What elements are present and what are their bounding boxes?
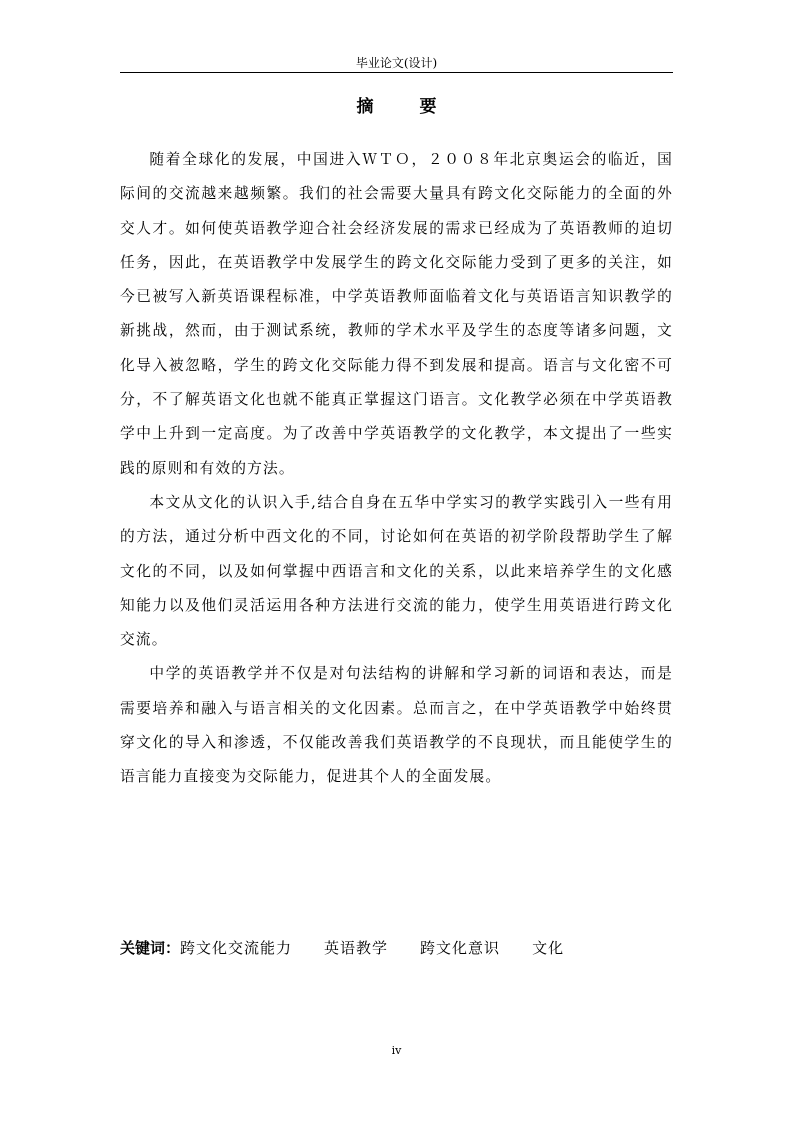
abstract-body <box>120 143 673 795</box>
keyword-term: 文化 <box>532 939 565 957</box>
header-divider <box>120 72 673 73</box>
keyword-term: 英语教学 <box>324 939 389 957</box>
abstract-title: 摘 要 <box>356 97 457 117</box>
keywords-line <box>120 936 564 960</box>
running-header: 毕业论文(设计) <box>355 56 438 70</box>
abstract-paragraph-1: 随着全球化的发展，中国进入ＷＴＯ，２００８年北京奥运会的临近，国际间的交流越来越频繁。我们的社会需要大量具有跨文化交际能力的全面的外交人才。如何使英语教学迎合社会经济发展的需求已经成为了英语教师的迫切任务，因此，在英语教学中发展学生的跨文化交际能力受到了更多的关注，如今已被写入新英语课程标准，中学英语教师面临着文化与英语语言知识教学的新挑战，然而，由于测试系统，教师的学术水平及学生的态度等诸多问题，文化导入被忽略，学生的跨文化交际能力得不到发展和提高。语言与文化密不可分，不了解英语文化也就不能真正掌握这门语言。文化教学必须在中学英语教学中上升到一定高度。为了改善中学英语教学的文化教学，本文提出了一些实践的原则和有效的方法。 <box>120 151 673 477</box>
page-number: iv <box>391 1044 402 1057</box>
keywords-label: 关键词： <box>120 939 181 957</box>
abstract-paragraph-2: 本文从文化的认识入手,结合自身在五华中学实习的教学实践引入一些有用的方法，通过分析中西文化的不同，讨论如何在英语的初学阶段帮助学生了解文化的不同，以及如何掌握中西语言和文化的关系，以此来培养学生的文化感知能力以及他们灵活运用各种方法进行交流的能力，使学生用英语进行跨文化交流。 <box>120 493 673 649</box>
abstract-paragraph-3: 中学的英语教学并不仅是对句法结构的讲解和学习新的词语和表达，而是需要培养和融入与语言相关的文化因素。总而言之，在中学英语教学中始终贯穿文化的导入和渗透，不仅能改善我们英语教学的不良现状，而且能使学生的语言能力直接变为交际能力，促进其个人的全面发展。 <box>120 665 673 786</box>
keyword-term: 跨文化交流能力 <box>180 939 293 957</box>
keyword-term: 跨文化意识 <box>420 939 501 957</box>
